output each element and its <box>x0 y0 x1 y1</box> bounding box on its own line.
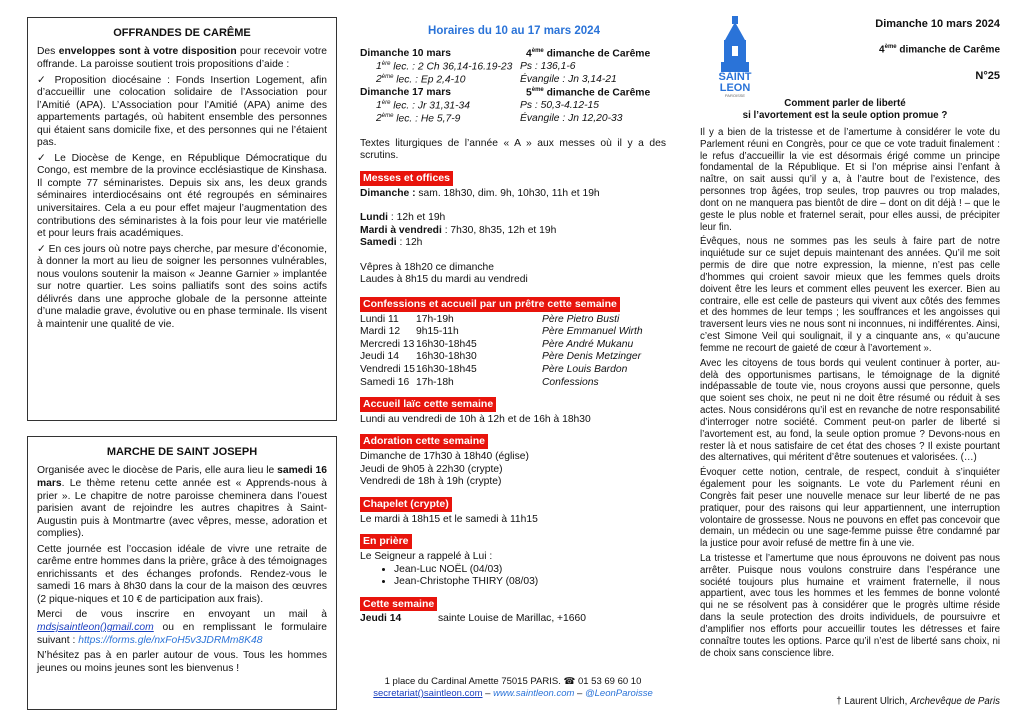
marche-p2: Cette journée est l’occasion idéale de vivre une retraite de carême entre hommes dans la prière, grâce à des témoignages enrichissants et des échanges profonds. Rendez-vous le samedi 16 mars à 8h30 dans la cour de la maison des œuvres (2 pique-niques et 10 € de participation aux frais). <box>37 543 327 605</box>
saint-leon-logo <box>707 14 763 98</box>
confessions-section <box>360 297 666 389</box>
reading-week <box>360 48 666 87</box>
messes-header: Messes et offices <box>360 171 453 186</box>
footer-web-link[interactable]: www.saintleon.com <box>493 687 575 699</box>
reading-week <box>360 87 666 126</box>
semaine-row: Jeudi 14 sainte Louise de Marillac, +1660 <box>360 613 586 625</box>
priere-name: • Jean-Luc NOËL (04/03) <box>394 564 666 577</box>
chapelet-text: Le mardi à 18h15 et le samedi à 11h15 <box>360 513 538 525</box>
adoration-section <box>360 434 666 488</box>
accueil-section <box>360 397 666 426</box>
offrandes-proposition-1: ✓ Proposition diocésaine : Fonds Insertion Logement, afin d’accueillir une colocation solidaire de l’Association pour l’Amitié (APA). L’Association pour l’Amitié (APA) anime des appartements partagés, où habitent ensemble des personnes qui étaient sans domicile fixe, et des personnes qui ne l’étaient pas. <box>37 75 327 150</box>
semaine-header: Cette semaine <box>360 597 437 612</box>
article-paragraph: Il y a bien de la tristesse et de l’amertume à considérer le vote du Parlement réuni en Congrès, pour ce que ce vote traduit finalement : le refus d’accueillir la vie est désormais érigé comme un principe fondamental de la République. Et si l’on méprise ainsi l’enfant à naître, on sait aussi qu’il y a, à l’autre bout de l’existence, des personnes trop âgées, trop seules, trop pauvres ou trop malades, dont on ne manquera pas bientôt de dire – dont on dit déjà ! – que le geste le plus noble et fraternel serait, pour elles aussi, de précipiter leur fin. <box>700 127 1000 233</box>
offrandes-title: OFFRANDES DE CARÊME <box>113 27 251 39</box>
offrandes-proposition-2: ✓ Le Diocèse de Kenge, en République Démocratique du Congo, est membre de la province ecclésiastique de Kinshasa. Il compte 77 séminaristes. Depuis six ans, les deux grands séminaires interdiocésains ont été regroupés en séminaires universitaires. Cela a eu pour effet majeur l’augmentation des contributions des séminaristes à la fois pour leur vie matérielle et pour leurs frais académiques. <box>37 153 327 241</box>
textes-note: Textes liturgiques de l’année « A » aux messes où il y a des scrutins. <box>360 137 666 162</box>
offrandes-intro: Des enveloppes sont à votre disposition pour recevoir votre offrande. La paroisse soutient trois propositions d’aide : <box>37 46 327 70</box>
confession-row: Mercredi 13 16h30-18h45 Père André Mukanu <box>360 338 634 350</box>
confessions-header: Confessions et accueil par un prêtre cette semaine <box>360 297 620 312</box>
confession-row: Mardi 12 9h15-11h Père Emmanuel Wirth <box>360 326 643 338</box>
marche-title: MARCHE DE SAINT JOSEPH <box>106 446 258 458</box>
footer <box>360 676 666 700</box>
marche-p4: N’hésitez pas à en parler autour de vous. Tous les hommes jeunes ou moins jeunes sont les bienvenus ! <box>37 650 327 674</box>
marche-p1: Organisée avec le diocèse de Paris, elle aura lieu le samedi 16 mars. Le thème retenu cette année est « Apprends-nous à prier ». Le chapitre de notre paroisse cheminera dans l’ouest parisien avant de rejoindre les autres chapitres à Saint-Augustin puis à Montmartre (avec vêpres, messe, adoration et complies). <box>37 465 327 540</box>
adoration-line-2: Jeudi de 9h05 à 22h30 (crypte) <box>360 463 503 475</box>
footer-links: secretariat()saintleon.com – www.saintleon.com – @LeonParoisse <box>373 687 653 699</box>
schedule-title: Horaires du 10 au 17 mars 2024 <box>428 25 600 37</box>
chapelet-section <box>360 497 666 526</box>
article-paragraph: Évoquer cette notion, centrale, de respect, conduit à s’inquiéter également pour les soignants. Le vote du Parlement réuni en Congrès fait peser une nouvelle menace sur leur liberté de ne pas pratiquer, pour des raisons qui leur appartiennent, une interruption volontaire de grossesse. Nous ne pouvons en effet pas concevoir que demain, un médecin ou une sage-femme puisse être condamné par la justice pour avoir refusé de mettre fin à une vie. <box>700 467 1000 550</box>
adoration-header: Adoration cette semaine <box>360 434 488 449</box>
header-sunday: 4ème dimanche de Carême <box>879 44 1000 56</box>
offrandes-proposition-3: ✓ En ces jours où notre pays cherche, par mesure d’économie, à donner la mort au lieu de soigner les personnes vulnérables, nous voulons soutenir la maison « Jeanne Garnier » implantée sur notre quartier. Les soins palliatifs sont des soins actifs délivrés dans une approche globale de la personne atteinte d’une maladie grave, évolutive ou en phase terminale. Ils visent à maintenir une qualité de vie. <box>37 244 327 332</box>
priere-header: En prière <box>360 534 412 549</box>
accueil-text: Lundi au vendredi de 10h à 12h et de 16h à 18h30 <box>360 413 591 425</box>
chapelet-header: Chapelet (crypte) <box>360 497 452 512</box>
messes-mardi: Mardi à vendredi : 7h30, 8h35, 12h et 19h <box>360 224 557 236</box>
laudes-line: Laudes à 8h15 du mardi au vendredi <box>360 274 528 286</box>
marche-email-link[interactable]: mdsjsaintleon()gmail.com <box>37 621 154 633</box>
priere-names <box>360 564 666 589</box>
confession-row: Samedi 16 17h-18h Confessions <box>360 376 599 388</box>
logo-text: SAINT LEON <box>718 71 752 94</box>
readings-block <box>360 48 666 126</box>
offrandes-box <box>27 17 337 421</box>
footer-address-line: 1 place du Cardinal Amette 75015 PARIS. ☎ 01 53 69 60 10 <box>384 676 642 687</box>
footer-social-link[interactable]: @LeonParoisse <box>584 687 653 699</box>
marche-box <box>27 436 337 710</box>
reading-line-2: 2ème lec. : He 5,7-9 Évangile : Jn 12,20-33 <box>376 112 623 125</box>
semaine-section <box>360 597 666 626</box>
marche-form-link[interactable]: https://forms.gle/nxFoH5v3JDRMm8K48 <box>78 634 263 646</box>
messes-samedi: Samedi : 12h <box>360 237 423 249</box>
adoration-line-3: Vendredi de 18h à 19h (crypte) <box>360 476 502 488</box>
adoration-line-1: Dimanche de 17h30 à 18h40 (église) <box>360 451 529 463</box>
article-title: Comment parler de liberté si l’avortement est la seule option promue ? <box>742 98 948 122</box>
confession-row: Jeudi 14 16h30-18h30 Père Denis Metzinger <box>360 351 642 363</box>
issue-number: N°25 <box>975 70 1000 82</box>
reading-header: Dimanche 10 mars 4ème dimanche de Carême <box>360 48 651 60</box>
accueil-header: Accueil laïc cette semaine <box>360 397 496 412</box>
reading-line-1: 1ère lec. : Jr 31,31-34 Ps : 50,3-4.12-15 <box>376 99 599 112</box>
messes-section <box>360 171 666 287</box>
middle-column <box>360 48 666 626</box>
vepres-line: Vêpres à 18h20 ce dimanche <box>360 261 494 273</box>
priere-intro: Le Seigneur a rappelé à Lui : <box>360 550 493 562</box>
confessions-table <box>360 314 666 389</box>
reading-line-1: 1ère lec. : 2 Ch 36,14-16.19-23 Ps : 136,1-6 <box>376 60 576 73</box>
article-signature: † Laurent Ulrich, Archevêque de Paris <box>836 696 1000 707</box>
article-paragraph: Avec les citoyens de tous bords qui veulent continuer à porter, au-delà des opportunismes partisans, le témoignage de la dignité indépassable de toute vie, nous croyons aussi que personne, quels que soient ses choix, ne peut ni ne doit être résumé ou réduit à ses actes. Nous considérons qu’il est en revanche de notre responsabilité d’interroger notre société. Comment peut-on parler de liberté si l’avortement est, au fond, la seule option promue ? Devons-nous en rester là et nous satisfaire de cet état des choses ? Il existe pourtant des alternatives, qui méritent d’être soutenues et valorisées. (…) <box>700 357 1000 464</box>
footer-email-link[interactable]: secretariat()saintleon.com <box>373 687 483 699</box>
header-date: Dimanche 10 mars 2024 <box>875 18 1000 30</box>
phone-icon: ☎ <box>563 676 576 687</box>
confession-row: Lundi 11 17h-19h Père Pietro Busti <box>360 313 620 325</box>
reading-header: Dimanche 17 mars 5ème dimanche de Carême <box>360 86 651 99</box>
marche-p3: Merci de vous inscrire en envoyant un mail à mdsjsaintleon()gmail.com ou en remplissant le formulaire suivant : https://forms.gle/nxFoH5v3JDRMm8K48 <box>37 609 327 646</box>
messes-lundi: Lundi : 12h et 19h <box>360 212 446 224</box>
logo-subtext: PAROISSE <box>724 93 746 98</box>
reading-line-2: 2ème lec. : Ep 2,4-10 Évangile : Jn 3,14-21 <box>376 73 617 86</box>
messes-dimanche: Dimanche : sam. 18h30, dim. 9h, 10h30, 11h et 19h <box>360 187 600 199</box>
article-paragraph: La tristesse et l’amertume que nous éprouvons ne doivent pas nous arrêter. Puisque nous voulons construire dans l’espérance une société toujours plus humaine et vraiment fraternelle, il nous appartient, avec tous les hommes et les femmes de bonne volonté qui ne se résolvent pas à considérer que le progrès ultime réside dans la seule protection des droits individuels, de poursuivre et d’amplifier nos efforts pour accueillir toutes les détresses et faire connaître toutes les options. Parce qu’il n’est de liberté sans choix, ni de choix sans conscience libre. <box>700 552 1000 659</box>
confession-row: Vendredi 15 16h30-18h45 Père Louis Bardon <box>360 363 628 375</box>
priere-section <box>360 534 666 588</box>
priere-name: • Jean-Christophe THIRY (08/03) <box>394 576 666 589</box>
article-body <box>700 127 1000 662</box>
article-paragraph: Évêques, nous ne sommes pas les seuls à faire part de notre inquiétude sur ce sujet depuis maintenant des années. Qu’il me soit permis de dire que notre expression, la mienne, n’est pas celle d’hommes qui croient savoir mieux que les femmes quels droits doivent être les leurs et comment elles peuvent les exercer. Bien au contraire, elle est celle de pasteurs qui vivent aux côtés des femmes et des hommes de leur temps ; les souffrances et les angoisses qui traversent leurs vies ne nous sont ni inconnues, ni indifférentes. Ainsi, c’est Simone Veil qui soulignait, il y a cinquante ans, « qu’aucune femme ne recourt de gaieté de cœur à l’avortement ». <box>700 236 1000 354</box>
